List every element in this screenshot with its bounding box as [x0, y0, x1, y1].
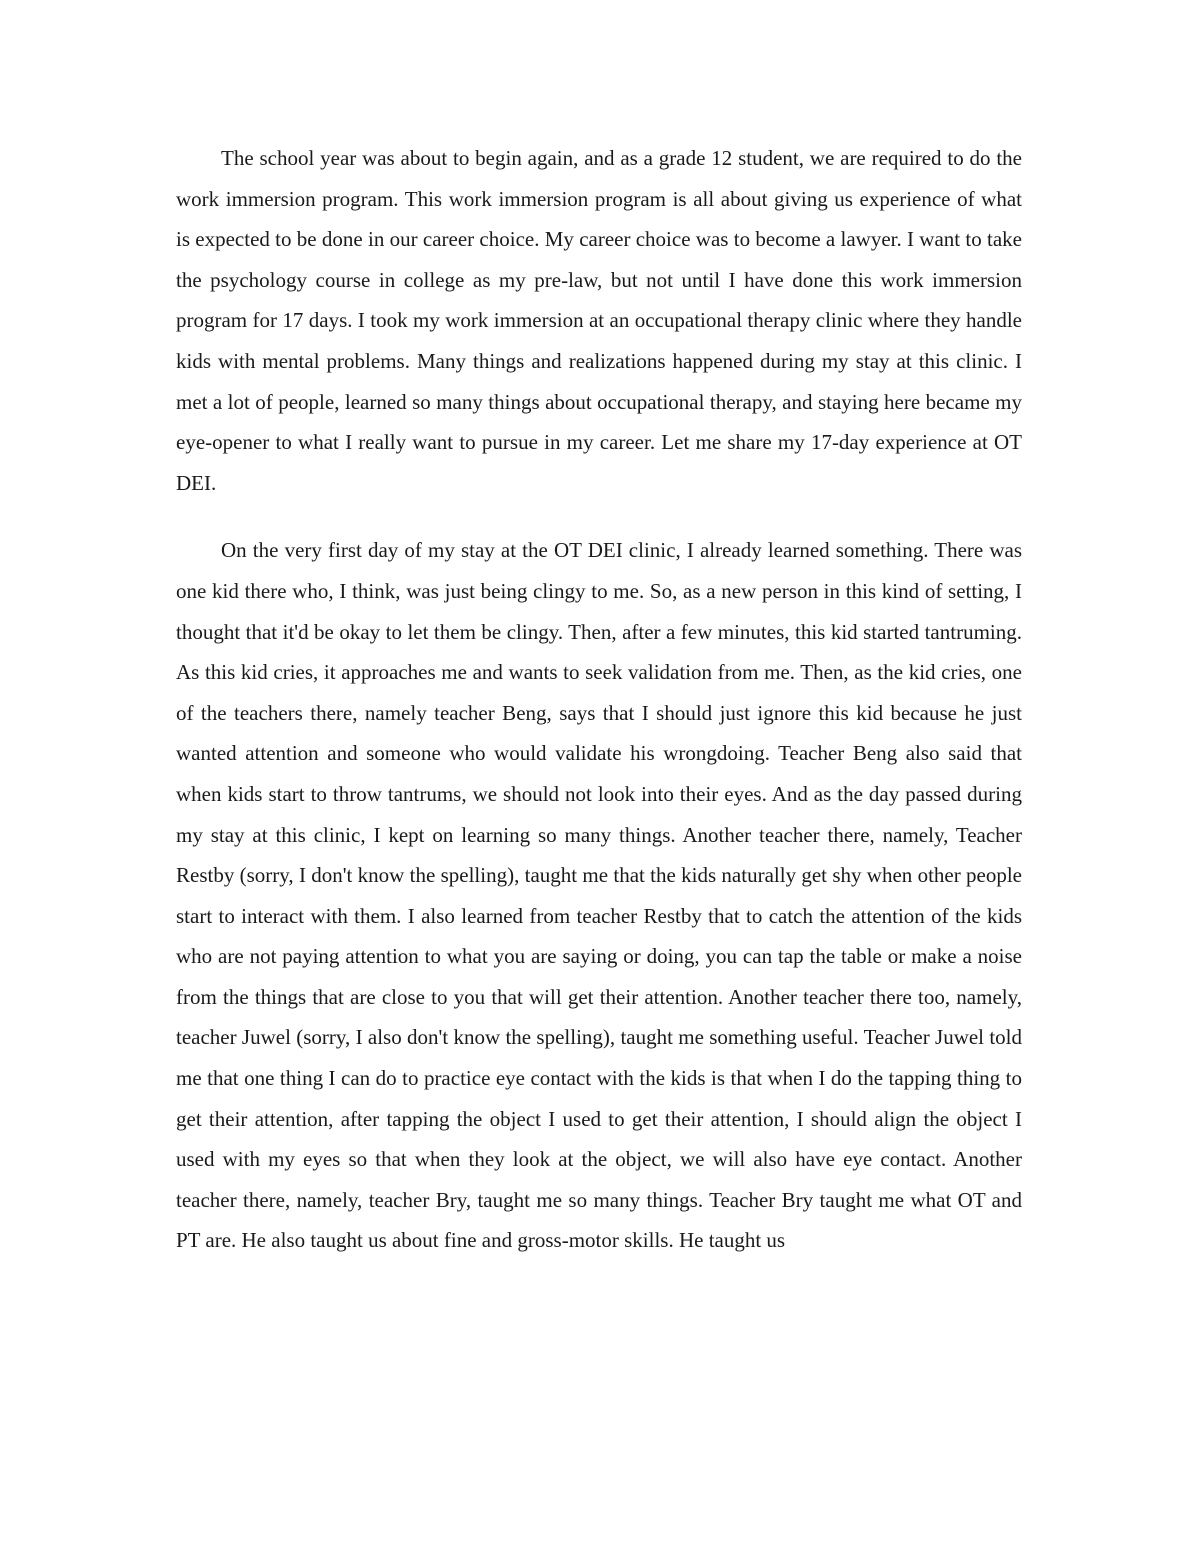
body-text: [176, 138, 1022, 1261]
paragraph-2: On the very first day of my stay at the OT DEI clinic, I already learned something. There was one kid there who, I think, was just being clingy to me. So, as a new person in this kind of setting, I thought that it'd be okay to let them be clingy. Then, after a few minutes, this kid started tantruming. As this kid cries, it approaches me and wants to seek validation from me. Then, as the kid cries, one of the teachers there, namely teacher Beng, says that I should just ignore this kid because he just wanted attention and someone who would validate his wrongdoing. Teacher Beng also said that when kids start to throw tantrums, we should not look into their eyes. And as the day passed during my stay at this clinic, I kept on learning so many things. Another teacher there, namely, Teacher Restby (sorry, I don't know the spelling), taught me that the kids naturally get shy when other people start to interact with them. I also learned from teacher Restby that to catch the attention of the kids who are not paying attention to what you are saying or doing, you can tap the table or make a noise from the things that are close to you that will get their attention. Another teacher there too, namely, teacher Juwel (sorry, I also don't know the spelling), taught me something useful. Teacher Juwel told me that one thing I can do to practice eye contact with the kids is that when I do the tapping thing to get their attention, after tapping the object I used to get their attention, I should align the object I used with my eyes so that when they look at the object, we will also have eye contact. Another teacher there, namely, teacher Bry, taught me so many things. Teacher Bry taught me what OT and PT are. He also taught us about fine and gross-motor skills. He taught us: [176, 538, 1022, 1253]
paragraph-1: The school year was about to begin again, and as a grade 12 student, we are required to do the work immersion program. This work immersion program is all about giving us experience of what is expected to be done in our career choice. My career choice was to become a lawyer. I want to take the psychology course in college as my pre-law, but not until I have done this work immersion program for 17 days. I took my work immersion at an occupational therapy clinic where they handle kids with mental problems. Many things and realizations happened during my stay at this clinic. I met a lot of people, learned so many things about occupational therapy, and staying here became my eye-opener to what I really want to pursue in my career. Let me share my 17-day experience at OT DEI.: [176, 146, 1022, 495]
